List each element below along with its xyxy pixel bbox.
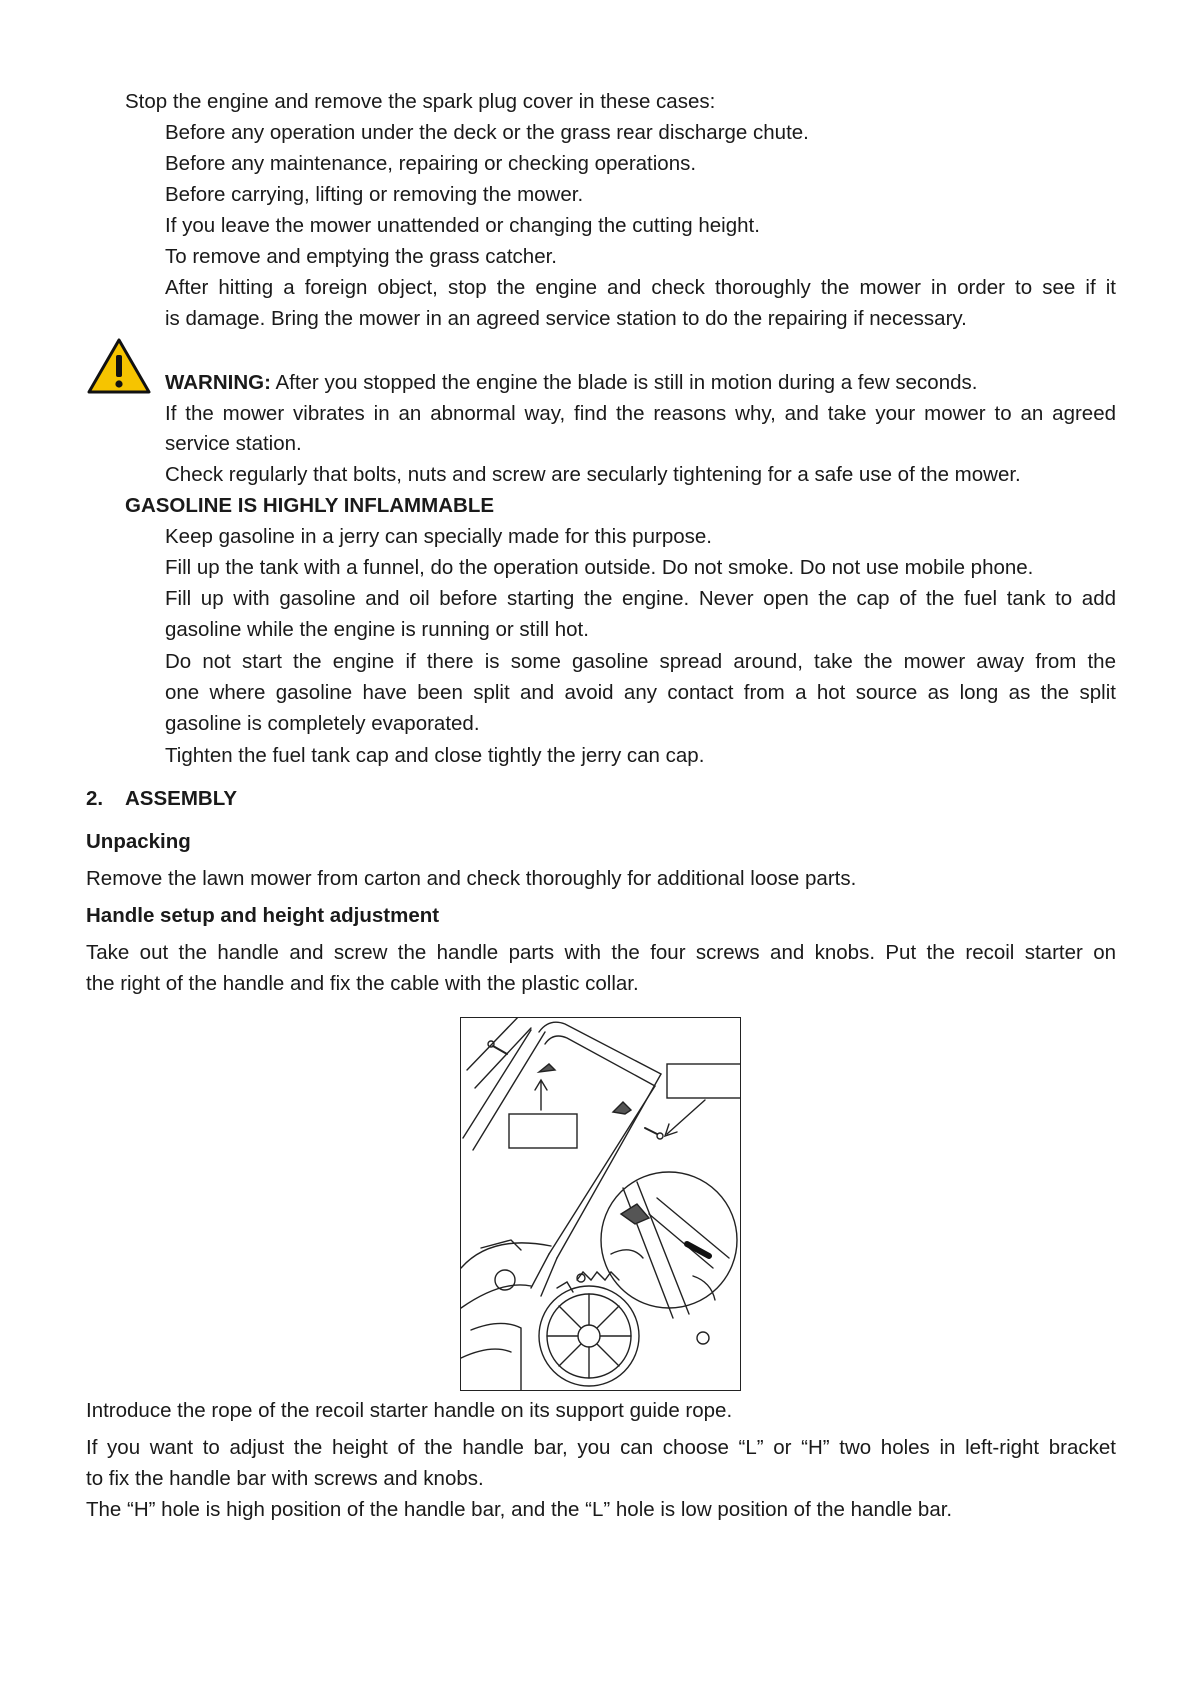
- section-title: ASSEMBLY: [125, 787, 238, 810]
- gasoline-item: Keep gasoline in a jerry can specially made for this purpose.: [165, 525, 712, 548]
- hole-text: The “H” hole is high position of the handle bar, and the “L” hole is low position of the handle bar.: [86, 1498, 953, 1521]
- handle-assembly-figure: [460, 1017, 741, 1391]
- gasoline-item: Fill up the tank with a funnel, do the operation outside. Do not smoke. Do not use mobile phone.: [165, 556, 1034, 579]
- warning-line: [165, 367, 977, 398]
- case-item: Before carrying, lifting or removing the mower.: [165, 183, 584, 206]
- height-text: If you want to adjust the height of the handle bar, you can choose “L” or “H” two holes in left-right bracket: [86, 1436, 1116, 1459]
- gasoline-item: Fill up with gasoline and oil before starting the engine. Never open the cap of the fuel tank to add: [165, 587, 1116, 610]
- warning-label: WARNING:: [165, 371, 271, 394]
- handle-assembly-illustration: [461, 1018, 741, 1391]
- vibration-text: If the mower vibrates in an abnormal way, find the reasons why, and take your mower to an agreed: [165, 402, 1116, 425]
- case-item: After hitting a foreign object, stop the engine and check thoroughly the mower in order to see if it: [165, 276, 1116, 299]
- bolts-text: Check regularly that bolts, nuts and screw are secularly tightening for a safe use of the mower.: [165, 463, 1021, 486]
- gasoline-item-cont: one where gasoline have been split and avoid any contact from a hot source as long as the split: [165, 681, 1116, 704]
- handle-text-cont: the right of the handle and fix the cable with the plastic collar.: [86, 972, 639, 995]
- gasoline-item: Do not start the engine if there is some gasoline spread around, take the mower away from the: [165, 650, 1116, 673]
- warning-triangle-icon: [86, 337, 152, 395]
- case-item-cont: is damage. Bring the mower in an agreed service station to do the repairing if necessary.: [165, 307, 967, 330]
- case-item: If you leave the mower unattended or changing the cutting height.: [165, 214, 760, 237]
- warning-text: After you stopped the engine the blade is still in motion during a few seconds.: [270, 371, 978, 394]
- unpacking-heading: Unpacking: [86, 830, 191, 853]
- gasoline-item-cont: gasoline is completely evaporated.: [165, 712, 480, 735]
- gasoline-item: Tighten the fuel tank cap and close tightly the jerry can cap.: [165, 744, 705, 767]
- case-item: To remove and emptying the grass catcher.: [165, 245, 557, 268]
- case-item: Before any maintenance, repairing or checking operations.: [165, 152, 697, 175]
- height-text-cont: to fix the handle bar with screws and knobs.: [86, 1467, 484, 1490]
- case-item: Before any operation under the deck or the grass rear discharge chute.: [165, 121, 809, 144]
- safety-intro: Stop the engine and remove the spark plug cover in these cases:: [125, 90, 716, 113]
- handle-heading: Handle setup and height adjustment: [86, 904, 440, 927]
- handle-text: Take out the handle and screw the handle parts with the four screws and knobs. Put the recoil starter on: [86, 941, 1116, 964]
- gasoline-heading: GASOLINE IS HIGHLY INFLAMMABLE: [125, 494, 495, 517]
- vibration-text-cont: service station.: [165, 432, 302, 455]
- gasoline-item-cont: gasoline while the engine is running or still hot.: [165, 618, 589, 641]
- unpacking-text: Remove the lawn mower from carton and check thoroughly for additional loose parts.: [86, 867, 857, 890]
- rope-text: Introduce the rope of the recoil starter handle on its support guide rope.: [86, 1399, 733, 1422]
- section-number: 2.: [86, 787, 104, 810]
